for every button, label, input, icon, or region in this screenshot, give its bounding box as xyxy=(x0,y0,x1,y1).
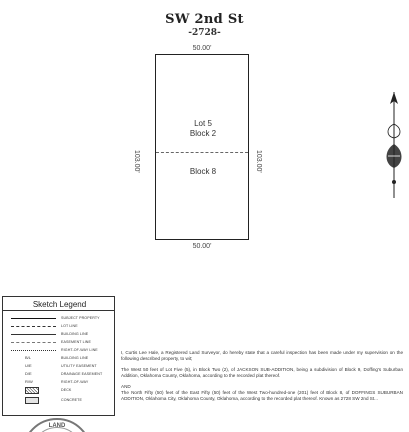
legend-label: DECK xyxy=(61,388,72,392)
building-line-icon xyxy=(11,334,56,336)
parcel-conjunction: AND xyxy=(121,383,131,389)
lower-block-label: Block 8 xyxy=(189,167,217,176)
left-dimension: 103.00' xyxy=(133,150,140,173)
legend-label: RIGHT-OF-WAY xyxy=(61,380,89,384)
legend-row-subject-property xyxy=(3,315,116,323)
lot-dividing-line xyxy=(156,152,248,153)
legend-label: BUILDING LINE xyxy=(61,356,89,360)
legend-title: Sketch Legend xyxy=(32,300,87,309)
legend-row-right-of-way-line xyxy=(3,347,116,355)
lot-outline xyxy=(155,54,249,240)
legend-label: UTILITY EASEMENT xyxy=(61,364,97,368)
legend-row-de xyxy=(3,371,116,379)
legend-label: SUBJECT PROPERTY xyxy=(61,316,100,320)
parcel-description-2: The North Fifty (50) feet of the East Fifty (50) feet of the West Two-hundred-one (201) feet of Block 8, of DOFFINGS SUBURBAN ADDITION, Oklahoma City, Oklahoma County, Oklahoma, according to the recorded plat thereof. Known as 2728 SW 2nd St... xyxy=(121,390,403,402)
legend-divider xyxy=(3,310,114,311)
top-dimension: 50.00' xyxy=(192,45,212,52)
legend-label: LOT LINE xyxy=(61,324,78,328)
parcel-description-1: The West 50 feet of Lot Five (5), in Block Two (2), of JACKSON SUB-ADDITION, being a subdivision of Block 9, Doffing's Suburban Addition, Oklahoma County, Oklahoma, according to the recorded plat thereof. xyxy=(121,366,403,379)
legend-abbreviation: U/E xyxy=(25,363,32,368)
right-of-way-line-icon xyxy=(11,350,56,352)
legend-label: CONCRETE xyxy=(61,398,82,402)
legend-row-rw xyxy=(3,379,116,387)
lot-line-icon xyxy=(11,326,56,328)
easement-line-icon xyxy=(11,342,56,344)
street-title: SW 2nd St xyxy=(165,12,244,27)
legend-row-concrete xyxy=(3,397,116,405)
deck-hatch-icon xyxy=(25,387,39,394)
north-arrow-icon xyxy=(382,90,406,200)
legend-row-easement-line xyxy=(3,339,116,347)
legend-row-lot-line xyxy=(3,323,116,331)
address-number: -2728- xyxy=(188,28,221,38)
seal-word: LAND xyxy=(48,423,66,429)
certificate-intro: I, Curtis Lee Hale, a Registered Land Surveyor, do hereby state that a careful inspection has been made under my supervision on the following described property, to wit; xyxy=(121,350,403,362)
legend-label: EASEMENT LINE xyxy=(61,340,91,344)
legend-row-bl xyxy=(3,355,116,363)
right-dimension: 103.00' xyxy=(255,150,262,173)
concrete-fill-icon xyxy=(25,397,39,404)
legend-row-ue xyxy=(3,363,116,371)
bottom-dimension: 50.00' xyxy=(192,243,212,250)
legend-row-deck xyxy=(3,387,116,395)
sketch-legend xyxy=(2,296,115,416)
lot-label: Lot 5 xyxy=(194,119,212,128)
legend-label: BUILDING LINE xyxy=(61,332,89,336)
legend-label: RIGHT-OF-WAY LINE xyxy=(61,348,98,352)
legend-abbreviation: R/W xyxy=(25,379,33,384)
legend-abbreviation: D/E xyxy=(25,371,32,376)
survey-certificate xyxy=(121,350,403,407)
legend-abbreviation: B/L xyxy=(25,355,32,360)
block-label: Block 2 xyxy=(189,129,217,138)
legend-label: DRAINAGE EASEMENT xyxy=(61,372,103,376)
subject-property-line-icon xyxy=(11,318,56,320)
surveyor-seal xyxy=(22,418,92,432)
legend-row-building-line xyxy=(3,331,116,339)
